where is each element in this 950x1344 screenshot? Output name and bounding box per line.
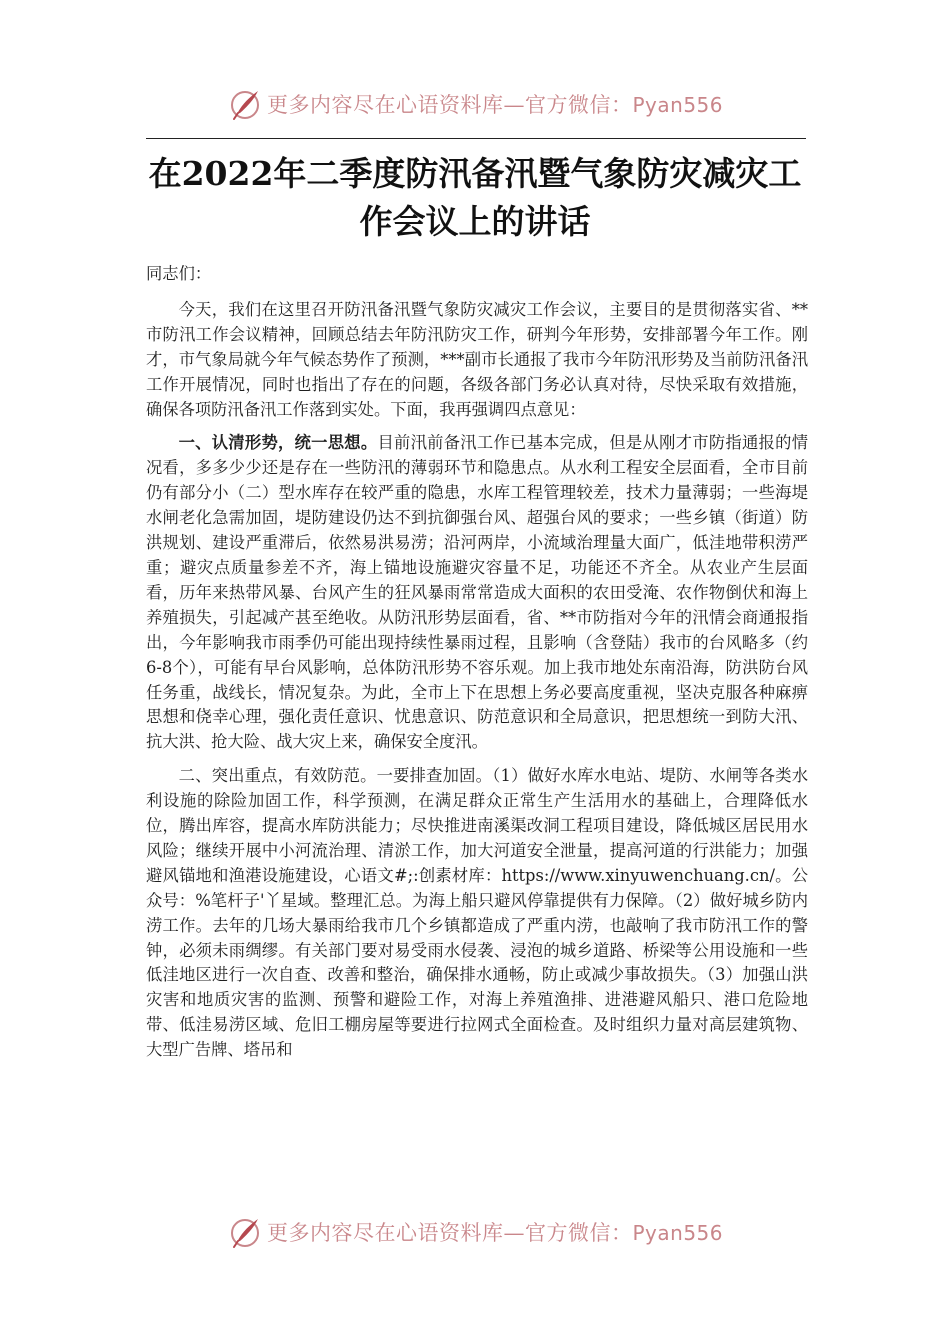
watermark-header <box>0 84 950 124</box>
salutation: 同志们： <box>146 264 212 283</box>
section-1-heading: 一、认清形势，统一思想。 <box>178 433 378 453</box>
watermark-text: 更多内容尽在心语资料库—官方微信：Pyan556 <box>266 1221 723 1245</box>
document-body <box>146 262 808 1072</box>
quill-logo-icon <box>227 86 263 122</box>
document-title: 在2022年二季度防汛备汛暨气象防灾减灾工作会议上的讲话 <box>148 154 802 241</box>
quill-logo-icon <box>227 1214 263 1250</box>
title-rule <box>146 138 806 139</box>
watermark-footer <box>0 1212 950 1252</box>
paragraph-section-1 <box>146 431 808 755</box>
watermark-text: 更多内容尽在心语资料库—官方微信：Pyan556 <box>266 93 723 117</box>
section-1-body: 目前汛前备汛工作已基本完成，但是从刚才市防指通报的情况看，多多少少还是存在一些防汛的薄弱环节和隐患点。从水利工程安全层面看，全市目前仍有部分小（二）型水库存在较严重的隐患，水库工程管理较差，技术力量薄弱；一些海堤水闸老化急需加固，堤防建设仍达不到抗御强台风、超强台风的要求；一些乡镇（街道）防洪规划、建设严重滞后，依然易洪易涝；沿河两岸，小流域治理量大面广，低洼地带积涝严重；避灾点质量参差不齐，海上锚地设施避灾容量不足，功能还不齐全。从农业产生层面看，历年来热带风暴、台风产生的狂风暴雨常常造成大面积的农田受淹、农作物倒伏和海上养殖损失，引起减产甚至绝收。从防汛形势层面看，省、**市防指对今年的汛情会商通报指出，今年影响我市雨季仍可能出现持续性暴雨过程，且影响（含登陆）我市的台风略多（约6-8个），可能有早台风影响，总体防汛形势不容乐观。加上我市地处东南沿海，防洪防台风任务重，战线长，情况复杂。为此，全市上下在思想上务必要高度重视，坚决克服各种麻痹思想和侥幸心理，强化责任意识、忧患意识、防范意识和全局意识，把思想统一到防大汛、抗大洪、抢大险、战大灾上来，确保安全度汛。 <box>146 433 808 752</box>
paragraph-section-2: 二、突出重点，有效防范。一要排查加固。（1）做好水库水电站、堤防、水闸等各类水利设施的除险加固工作，科学预测，在满足群众正常生产生活用水的基础上，合理降低水位，腾出库容，提高水库防洪能力；尽快推进南溪渠改洞工程项目建设，降低城区居民用水风险；继续开展中小河流治理、清淤工作，加大河道安全泄量，提高河道的行洪能力；加强避风锚地和渔港设施建设，心语文#;:创素材库：https://www.xinyuwenchuang.cn/。公众号：%笔杆子'丫星域。整理汇总。为海上船只避风停靠提供有力保障。（2）做好城乡防内涝工作。去年的几场大暴雨给我市几个乡镇都造成了严重内涝，也敲响了我市防汛工作的警钟，必须未雨绸缪。有关部门要对易受雨水侵袭、浸泡的城乡道路、桥梁等公用设施和一些低洼地区进行一次自查、改善和整治，确保排水通畅，防止或减少事故损失。（3）加强山洪灾害和地质灾害的监测、预警和避险工作，对海上养殖渔排、进港避风船只、港口危险地带、低洼易涝区域、危旧工棚房屋等要进行拉网式全面检查。及时组织力量对高层建筑物、大型广告牌、塔吊和 <box>146 766 808 1060</box>
paragraph-intro: 今天，我们在这里召开防汛备汛暨气象防灾减灾工作会议，主要目的是贯彻落实省、**市防汛工作会议精神，回顾总结去年防汛防灾工作，研判今年形势，安排部署今年工作。刚才，市气象局就今年气候态势作了预测，***副市长通报了我市今年防汛形势及当前防汛备汛工作开展情况，同时也指出了存在的问题，各级各部门务必认真对待，尽快采取有效措施，确保各项防汛备汛工作落到实处。下面，我再强调四点意见： <box>146 299 808 419</box>
